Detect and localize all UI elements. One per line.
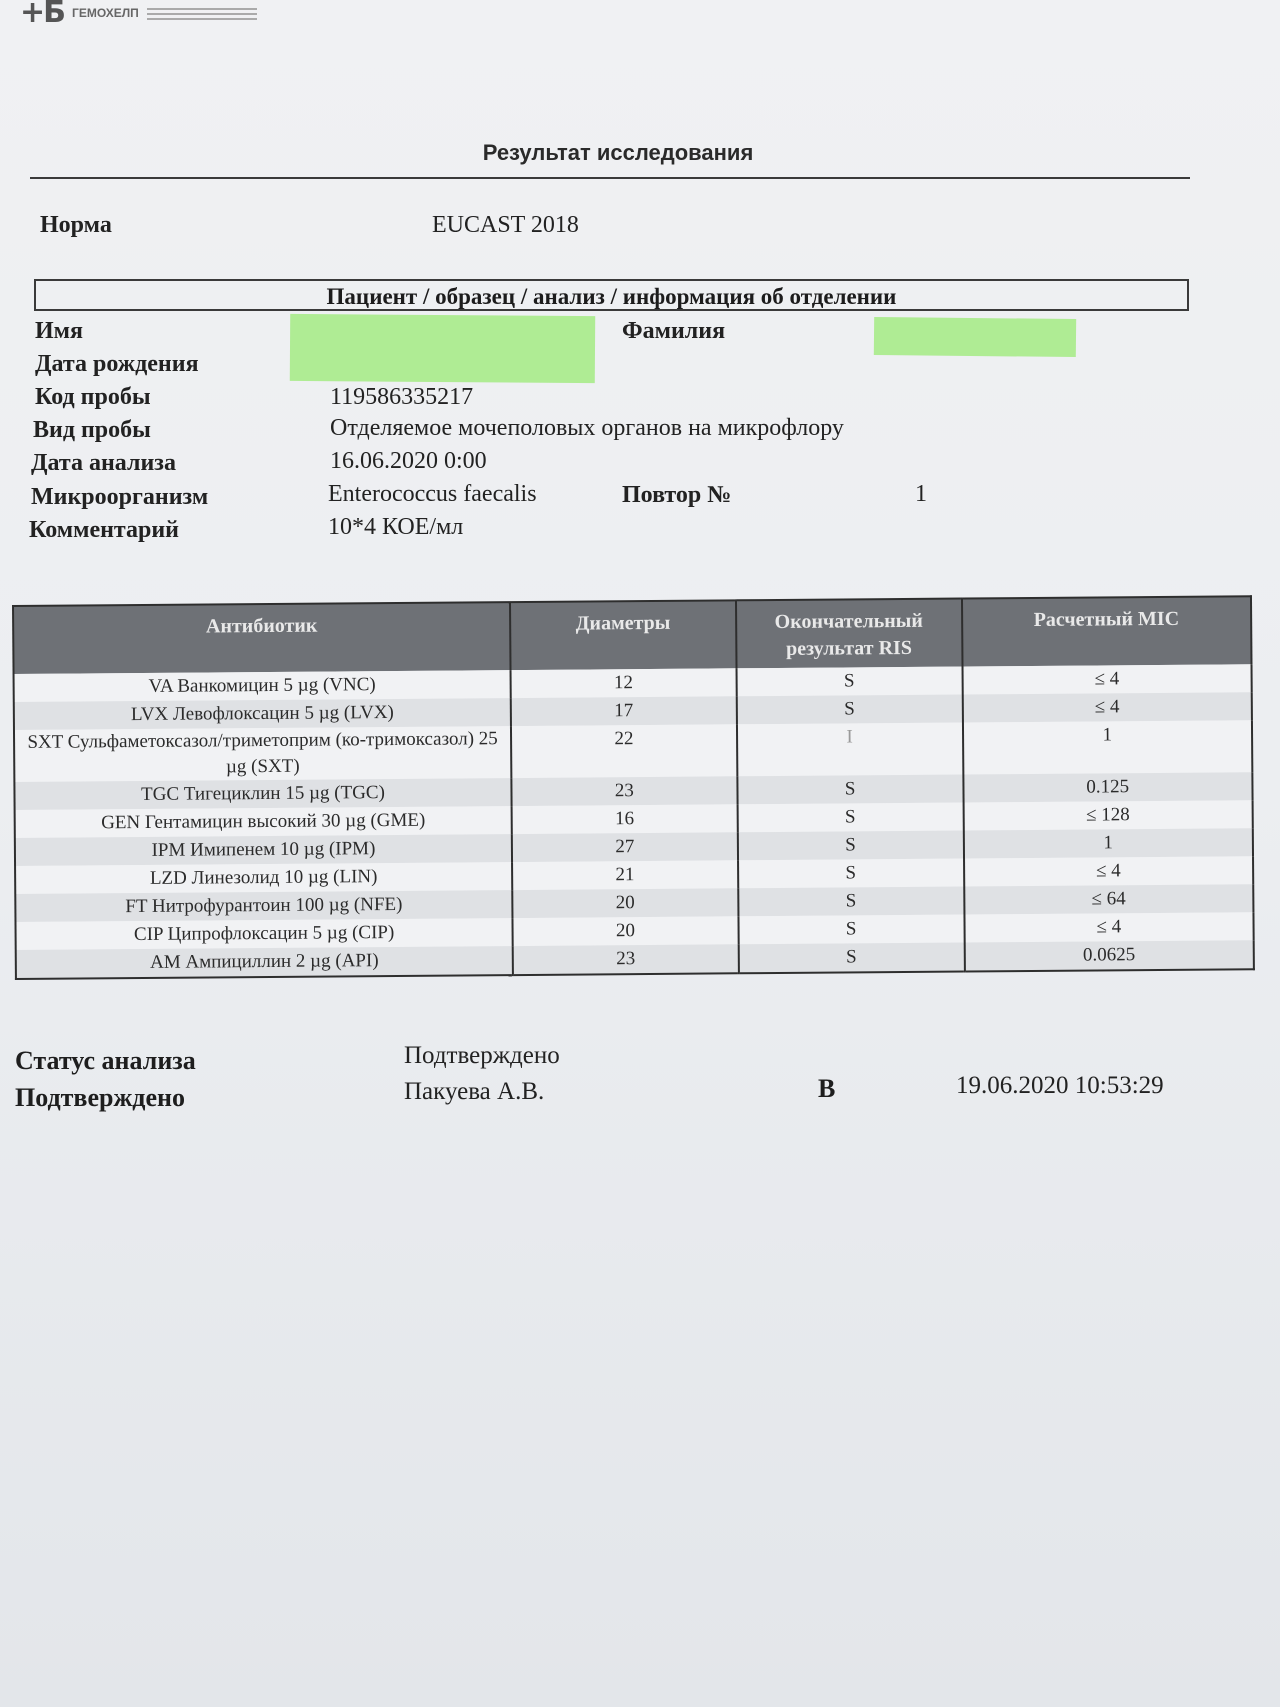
antibiotic-cell: CIP Ципрофлоксацин 5 µg (CIP) bbox=[15, 918, 512, 950]
header-antibiotic: Антибиотик bbox=[13, 602, 511, 674]
microorganism-label: Микроорганизм bbox=[31, 484, 209, 510]
diameter-cell: 20 bbox=[513, 916, 739, 946]
norm-label: Норма bbox=[40, 212, 112, 238]
mic-cell: 0.125 bbox=[963, 772, 1253, 802]
ris-cell: S bbox=[737, 775, 963, 805]
antibiotic-cell: SXT Сульфаметоксазол/триметоприм (ко-тримоксазол) 25 µg (SXT) bbox=[14, 726, 511, 782]
confirmed-by: Пакуева А.В. bbox=[404, 1078, 545, 1105]
analysis-date-value: 16.06.2020 0:00 bbox=[330, 448, 487, 474]
name-label: Имя bbox=[35, 318, 83, 344]
diameter-cell: 12 bbox=[511, 668, 737, 698]
repeat-label: Повтор № bbox=[622, 482, 732, 508]
confirmed-at-label: В bbox=[818, 1074, 836, 1103]
section-header: Пациент / образец / анализ / информация об отделении bbox=[34, 279, 1189, 311]
ris-cell: S bbox=[737, 803, 963, 833]
diameter-cell: 27 bbox=[512, 832, 738, 862]
mic-cell: ≤ 64 bbox=[964, 884, 1254, 914]
ris-cell: S bbox=[736, 695, 962, 725]
mic-cell: 1 bbox=[962, 720, 1252, 774]
mic-cell: ≤ 4 bbox=[964, 856, 1254, 886]
antibiotic-cell: VA Ванкомицин 5 µg (VNC) bbox=[14, 670, 511, 702]
surname-redaction bbox=[874, 317, 1076, 357]
ris-cell: S bbox=[738, 831, 964, 861]
sample-type-value: Отделяемое мочеполовых органов на микрофлору bbox=[330, 415, 844, 441]
dob-label: Дата рождения bbox=[35, 351, 199, 377]
antibiotic-cell: GEN Гентамицин высокий 30 µg (GME) bbox=[15, 806, 512, 838]
antibiotic-cell: LVX Левофлоксацин 5 µg (LVX) bbox=[14, 698, 511, 730]
norm-value: EUCAST 2018 bbox=[432, 212, 579, 238]
status-value: Подтверждено bbox=[404, 1042, 560, 1069]
diameter-cell: 17 bbox=[511, 696, 737, 726]
header-ris: Окончательный результат RIS bbox=[736, 599, 962, 669]
antibiotic-cell: IPM Имипенем 10 µg (IPM) bbox=[15, 834, 512, 866]
document-title: Результат исследования bbox=[482, 140, 754, 165]
diameter-cell: 20 bbox=[512, 888, 738, 918]
header-mic: Расчетный MIC bbox=[961, 596, 1251, 666]
mic-cell: 1 bbox=[963, 828, 1253, 858]
lab-logo bbox=[20, 0, 257, 30]
table-header-row bbox=[13, 596, 1251, 674]
antibiotic-cell: FT Нитрофурантоин 100 µg (NFE) bbox=[15, 890, 512, 922]
diameter-cell: 23 bbox=[511, 776, 737, 806]
lab-logo-icon: +Ƃ bbox=[20, 0, 65, 30]
ris-cell: S bbox=[738, 887, 964, 917]
diameter-cell: 23 bbox=[513, 944, 739, 975]
sample-type-label: Вид пробы bbox=[33, 417, 151, 443]
antibiotic-table bbox=[12, 595, 1255, 980]
mic-cell: 0.0625 bbox=[964, 940, 1254, 971]
mic-cell: ≤ 128 bbox=[963, 800, 1253, 830]
comment-value: 10*4 КОЕ/мл bbox=[328, 514, 464, 540]
status-label: Статус анализа bbox=[15, 1046, 196, 1075]
ris-cell: S bbox=[738, 859, 964, 889]
antibiotic-cell: AM Ампициллин 2 µg (API) bbox=[16, 946, 513, 979]
lab-logo-name: ГЕМОХЕЛП bbox=[72, 6, 139, 20]
sample-code-label: Код пробы bbox=[35, 384, 151, 410]
comment-label: Комментарий bbox=[29, 517, 180, 543]
diameter-cell: 21 bbox=[512, 860, 738, 890]
title-divider bbox=[30, 177, 1190, 179]
microorganism-value: Enterococcus faecalis bbox=[328, 481, 537, 507]
mic-cell: ≤ 4 bbox=[962, 664, 1252, 694]
mic-cell: ≤ 4 bbox=[962, 692, 1252, 722]
ris-cell: S bbox=[736, 667, 962, 697]
diameter-cell: 22 bbox=[511, 724, 737, 778]
name-redaction bbox=[290, 314, 595, 383]
confirmed-label: Подтверждено bbox=[15, 1083, 185, 1112]
antibiotic-cell: LZD Линезолид 10 µg (LIN) bbox=[15, 862, 512, 894]
ris-cell: S bbox=[738, 915, 964, 945]
lab-logo-fineprint bbox=[147, 8, 257, 20]
antibiotic-cell: TGC Тигециклин 15 µg (TGC) bbox=[14, 778, 511, 810]
ris-cell: I bbox=[737, 723, 963, 777]
analysis-date-label: Дата анализа bbox=[31, 450, 176, 476]
diameter-cell: 16 bbox=[512, 804, 738, 834]
confirmed-at-value: 19.06.2020 10:53:29 bbox=[956, 1072, 1164, 1099]
ris-cell: S bbox=[738, 943, 964, 974]
surname-label: Фамилия bbox=[622, 318, 726, 344]
mic-cell: ≤ 4 bbox=[964, 912, 1254, 942]
repeat-value: 1 bbox=[915, 481, 927, 507]
header-diameter: Диаметры bbox=[510, 600, 736, 670]
sample-code-value: 119586335217 bbox=[330, 384, 474, 410]
